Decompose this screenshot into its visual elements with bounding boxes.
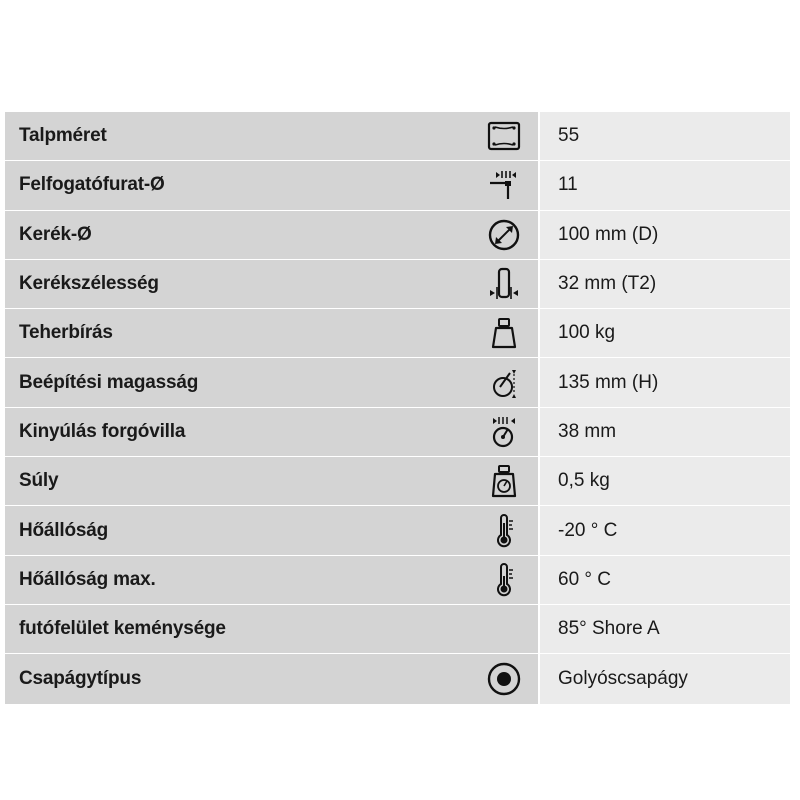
plate-size-icon: [486, 118, 522, 154]
bolt-hole-icon: [486, 167, 522, 203]
spec-label: Kinyúlás forgóvilla: [19, 420, 186, 442]
spec-row-bolt-hole: [5, 161, 790, 210]
spec-value: 11: [558, 174, 578, 196]
spec-label: Talpméret: [19, 125, 107, 147]
spec-table: [5, 112, 790, 704]
thermometer-icon: [486, 513, 522, 549]
thermometer-icon: [486, 562, 522, 598]
spec-row-weight: [5, 457, 790, 506]
spec-row-wheel-diameter: [5, 211, 790, 260]
spec-value: 55: [558, 125, 580, 147]
spec-value: 32 mm (T2): [558, 273, 657, 295]
spec-row-tread-hardness: [5, 605, 790, 654]
spec-label: Kerékszélesség: [19, 273, 159, 295]
load-weight-icon: [486, 315, 522, 351]
wheel-width-icon: [486, 266, 522, 302]
spec-value: 38 mm: [558, 420, 617, 442]
spec-value: 100 kg: [558, 322, 616, 344]
spec-row-wheel-width: [5, 260, 790, 309]
spec-label: futófelület keménysége: [19, 618, 226, 640]
spec-value: 85° Shore A: [558, 618, 660, 640]
spec-value: 135 mm (H): [558, 371, 659, 393]
spec-label: Súly: [19, 470, 59, 492]
installation-height-icon: [486, 365, 522, 401]
swivel-offset-icon: [486, 414, 522, 450]
spec-value: 100 mm (D): [558, 223, 659, 245]
spec-label: Csapágytípus: [19, 667, 142, 689]
spec-row-swivel-offset: [5, 408, 790, 457]
spec-row-heat-resistance: [5, 506, 790, 555]
spec-row-bearing-type: [5, 654, 790, 703]
spec-value: Golyóscsapágy: [558, 667, 688, 689]
spec-value: -20 ° C: [558, 519, 618, 541]
spec-label: Teherbírás: [19, 322, 113, 344]
spec-label: Hőállóság max.: [19, 568, 156, 590]
spec-label: Felfogatófurat-Ø: [19, 174, 165, 196]
spec-row-load-capacity: [5, 309, 790, 358]
wheel-diameter-icon: [486, 217, 522, 253]
spec-label: Beépítési magasság: [19, 371, 199, 393]
ball-bearing-icon: [486, 661, 522, 697]
spec-value: 60 ° C: [558, 568, 612, 590]
spec-label: Hőállóság: [19, 519, 108, 541]
spec-row-heat-resistance-max: [5, 556, 790, 605]
spec-row-plate-size: [5, 112, 790, 161]
caster-weight-icon: [486, 463, 522, 499]
spec-value: 0,5 kg: [558, 470, 610, 492]
spec-label: Kerék-Ø: [19, 223, 92, 245]
spec-row-installation-height: [5, 358, 790, 407]
